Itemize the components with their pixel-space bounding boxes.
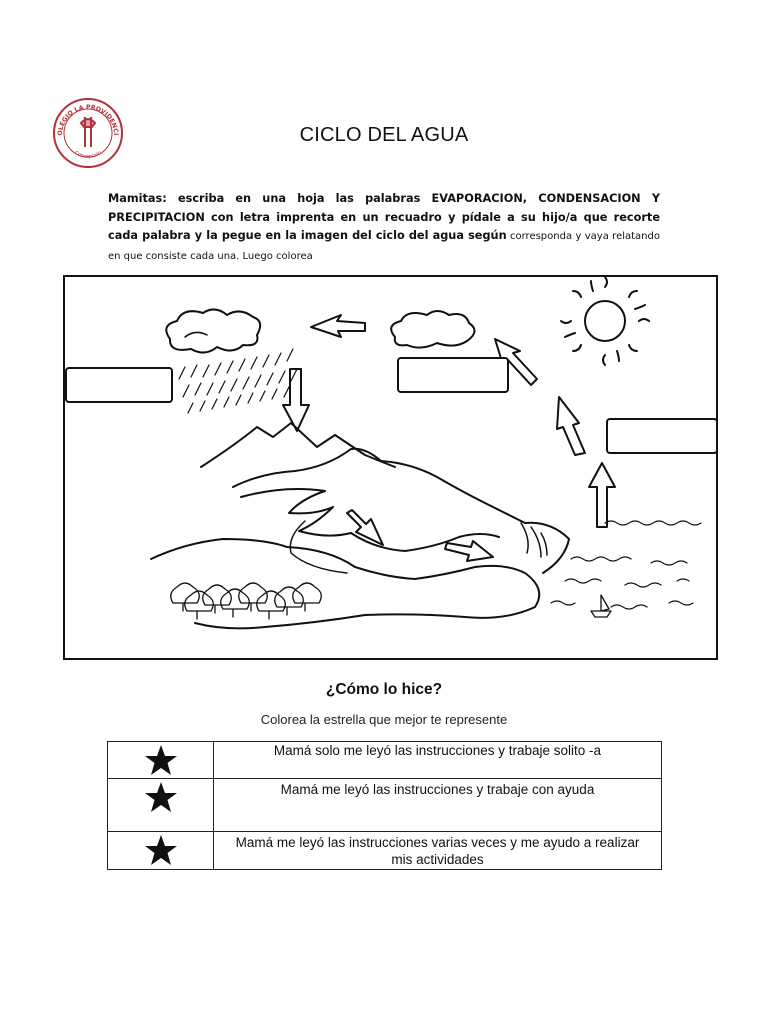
instructions-main: escriba en una hoja las palabras EVAPORACION, CONDENSACION Y PRECIPITACION con letra imprenta en un recuadro y pídale a su hijo/a que recorte cada palabra y la pegue en la imagen del ciclo del agua según (108, 192, 660, 242)
arrow-left-icon (311, 315, 365, 337)
sea-waves-icon (551, 521, 701, 609)
self-assessment-heading: ¿Cómo lo hice? (325, 681, 443, 698)
row-text: Mamá me leyó las instrucciones varias veces y me ayudo a realizar mis actividades (214, 832, 662, 870)
cloud-icon (391, 311, 474, 348)
svg-text:Concepción (73, 150, 102, 160)
arrow-down-icon (283, 369, 309, 431)
table-row (108, 779, 662, 832)
star-icon (144, 744, 178, 776)
table-row (108, 832, 662, 870)
arrow-up-left-icon (557, 397, 585, 455)
label-box-evaporation (606, 418, 718, 454)
page-title: CICLO DEL AGUA (299, 124, 469, 146)
row-text: Mamá solo me leyó las instrucciones y trabaje solito -a (214, 742, 662, 779)
sun-icon (561, 277, 649, 365)
instructions-paragraph (108, 190, 660, 266)
self-assessment-table (107, 741, 662, 870)
star-cell[interactable] (108, 779, 214, 832)
instructions-lead: Mamitas: (108, 192, 167, 205)
table-row (108, 742, 662, 779)
water-cycle-diagram (63, 275, 718, 660)
instructions-tail: corresponda y vaya relatando en que consiste cada una. Luego colorea (108, 231, 660, 262)
label-box-precipitation (65, 367, 173, 403)
self-assessment-hint: Colorea la estrella que mejor te represente (260, 712, 508, 727)
star-cell[interactable] (108, 742, 214, 779)
arrow-down-right-icon (347, 510, 383, 545)
label-box-condensation (397, 357, 509, 393)
boat-icon (591, 595, 611, 617)
arrow-right-icon (445, 541, 493, 561)
star-cell[interactable] (108, 832, 214, 870)
arrow-up-icon (589, 463, 615, 527)
rain-cloud-icon (166, 309, 297, 413)
logo-text-top: OLEGIO LA PROVIDENCI (56, 103, 120, 136)
star-icon (144, 781, 178, 813)
row-text: Mamá me leyó las instrucciones y trabaje con ayuda (214, 779, 662, 832)
star-icon (144, 834, 178, 866)
forest-icon (171, 583, 322, 619)
logo-text-bottom: Concepción (73, 149, 103, 160)
